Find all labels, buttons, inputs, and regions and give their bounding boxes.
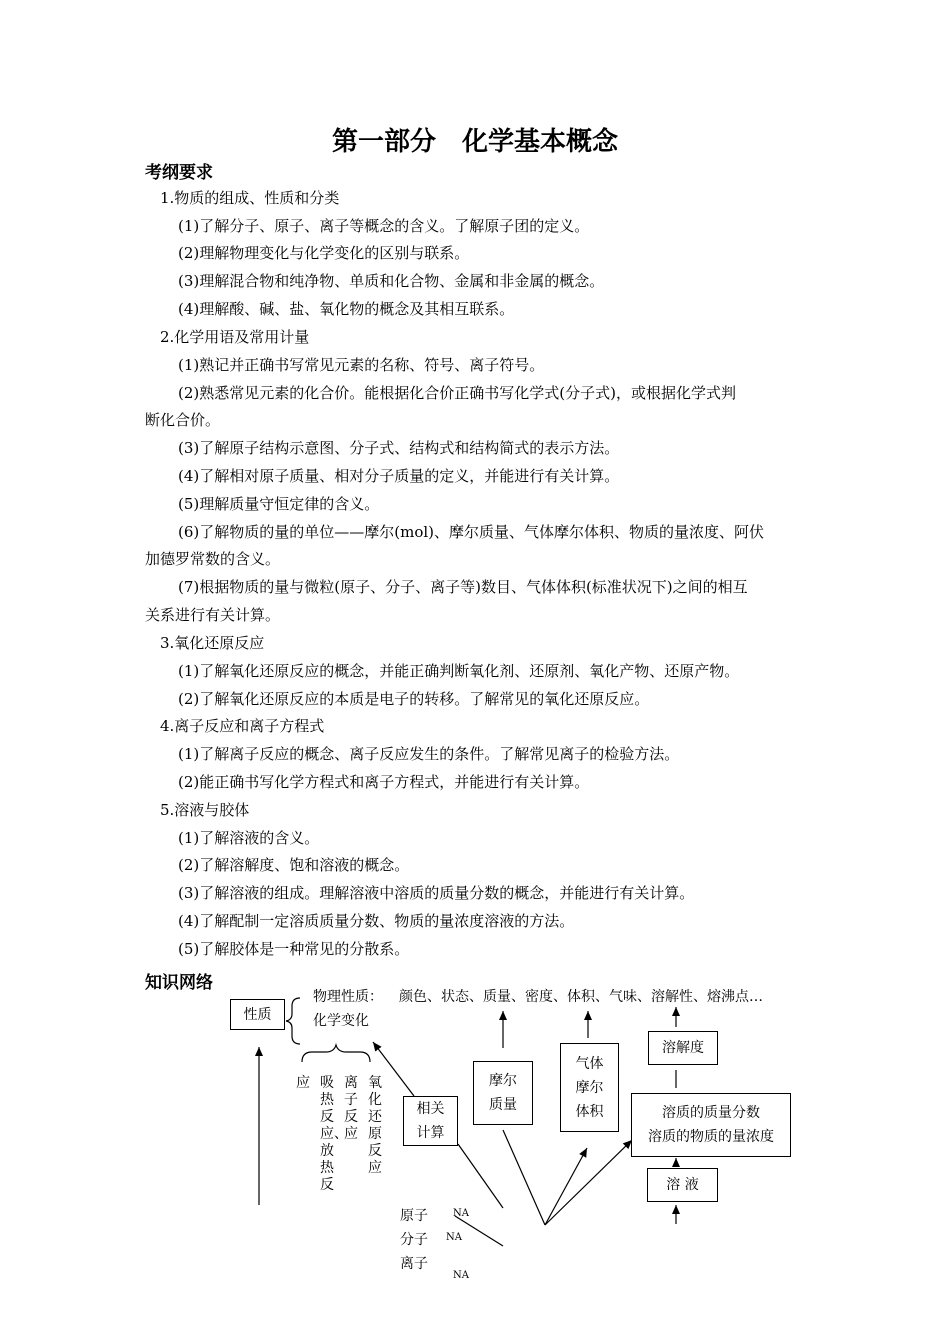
text-line: 2.化学用语及常用计量 bbox=[160, 328, 310, 346]
node-gas-molar-volume bbox=[560, 1043, 619, 1132]
label-physical-properties: 物理性质： bbox=[313, 989, 383, 1005]
label-ion: 离子 bbox=[400, 1256, 428, 1272]
node-molar-mass-line2: 质量 bbox=[489, 1097, 517, 1113]
label-chemical-change: 化学变化 bbox=[313, 1013, 369, 1029]
node-related-calc bbox=[403, 1096, 458, 1146]
text-line: (3)理解混合物和纯净物、单质和化合物、金属和非金属的概念。 bbox=[178, 272, 605, 290]
text-line: (3)了解原子结构示意图、分子式、结构式和结构简式的表示方法。 bbox=[178, 439, 620, 457]
text-line: (1)了解氧化还原反应的概念，并能正确判断氧化剂、还原剂、氧化产物、还原产物。 bbox=[178, 662, 740, 680]
text-line: (6)了解物质的量的单位——摩尔(mol)、摩尔质量、气体摩尔体积、物质的量浓度、阿伏 bbox=[178, 523, 765, 541]
node-related-calc-line2: 计算 bbox=[416, 1125, 445, 1141]
text-line: (5)理解质量守恒定律的含义。 bbox=[178, 495, 380, 513]
physical-properties-list: 颜色、状态、质量、密度、体积、气味、溶解性、熔沸点… bbox=[399, 989, 763, 1005]
text-line: 关系进行有关计算。 bbox=[145, 606, 281, 624]
node-related-calc-line1: 相关 bbox=[416, 1101, 445, 1117]
text-line: (4)了解相对原子质量、相对分子质量的定义，并能进行有关计算。 bbox=[178, 467, 620, 485]
label-atom: 原子 bbox=[400, 1208, 428, 1224]
text-line: (2)理解物理变化与化学变化的区别与联系。 bbox=[178, 244, 470, 262]
page-title: 第一部分 化学基本概念 bbox=[331, 127, 618, 157]
text-line: 加德罗常数的含义。 bbox=[145, 550, 281, 568]
node-solute-concentration bbox=[631, 1093, 791, 1157]
text-line: (1)了解溶液的含义。 bbox=[178, 829, 320, 847]
text-line: (3)了解溶液的组成。理解溶液中溶质的质量分数的概念，并能进行有关计算。 bbox=[178, 884, 695, 902]
vertical-text-endo-exo: 吸热反应、放热反 bbox=[320, 1075, 348, 1193]
text-line: (1)了解分子、原子、离子等概念的含义。了解原子团的定义。 bbox=[178, 217, 590, 235]
text-line: 断化合价。 bbox=[145, 411, 221, 429]
node-xingzhi: 性质 bbox=[230, 999, 285, 1030]
node-solute-line1: 溶质的质量分数 bbox=[662, 1105, 760, 1121]
label-molecule: 分子 bbox=[400, 1232, 428, 1248]
text-line: (2)熟悉常见元素的化合价。能根据化合价正确书写化学式(分子式)，或根据化学式判 bbox=[178, 384, 736, 402]
text-line: (2)了解氧化还原反应的本质是电子的转移。了解常见的氧化还原反应。 bbox=[178, 690, 650, 708]
vertical-text-ionic: 离子反应 bbox=[344, 1075, 358, 1142]
node-solute-line2: 溶质的物质的量浓度 bbox=[648, 1129, 774, 1145]
text-line: (4)了解配制一定溶质质量分数、物质的量浓度溶液的方法。 bbox=[178, 912, 575, 930]
node-solubility: 溶解度 bbox=[648, 1031, 718, 1065]
label-na-2: NA bbox=[446, 1232, 462, 1243]
node-molar-mass bbox=[473, 1061, 533, 1125]
text-line: (2)能正确书写化学方程式和离子方程式，并能进行有关计算。 bbox=[178, 773, 590, 791]
text-line: (1)了解离子反应的概念、离子反应发生的条件。了解常见离子的检验方法。 bbox=[178, 745, 680, 763]
text-line: (1)熟记并正确书写常见元素的名称、符号、离子符号。 bbox=[178, 356, 545, 374]
text-line: 1.物质的组成、性质和分类 bbox=[160, 189, 340, 207]
text-line: (5)了解胶体是一种常见的分散系。 bbox=[178, 940, 410, 958]
text-line: (7)根据物质的量与微粒(原子、分子、离子等)数目、气体体积(标准状况下)之间的相互 bbox=[178, 578, 748, 596]
node-solution: 溶 液 bbox=[647, 1168, 718, 1202]
node-molar-mass-line1: 摩尔 bbox=[489, 1073, 517, 1089]
text-line: (2)了解溶解度、饱和溶液的概念。 bbox=[178, 856, 410, 874]
text-line: (4)理解酸、碱、盐、氧化物的概念及其相互联系。 bbox=[178, 300, 515, 318]
text-line: 4.离子反应和离子方程式 bbox=[160, 717, 325, 735]
vertical-text-redox: 氧化还原反应 bbox=[368, 1075, 382, 1176]
text-line: 5.溶液与胶体 bbox=[160, 801, 250, 819]
label-na-3: NA bbox=[453, 1270, 469, 1281]
vertical-text-ying: 应 bbox=[296, 1075, 310, 1091]
node-gas-molar-volume-line1: 气体 bbox=[575, 1055, 604, 1072]
section-heading-requirements: 考纲要求 bbox=[145, 163, 213, 183]
text-line: 3.氧化还原反应 bbox=[160, 634, 265, 652]
label-na-1: NA bbox=[453, 1208, 469, 1219]
section-heading-network: 知识网络 bbox=[145, 973, 213, 993]
node-gas-molar-volume-line3: 体积 bbox=[575, 1103, 604, 1120]
node-gas-molar-volume-line2: 摩尔 bbox=[575, 1079, 604, 1096]
